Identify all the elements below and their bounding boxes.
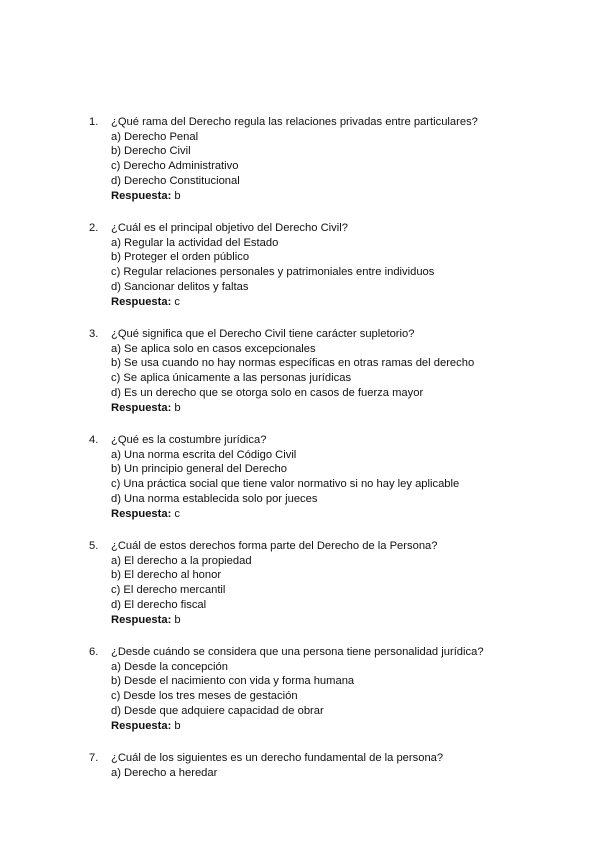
question-text: ¿Qué es la costumbre jurídica? xyxy=(111,434,267,447)
question-number: 3. xyxy=(89,328,99,341)
answer-value: c xyxy=(174,295,181,308)
question-number: 5. xyxy=(89,540,99,553)
answer-option: a) Derecho a heredar xyxy=(111,766,218,779)
answer-option: b) Desde el nacimiento con vida y forma humana xyxy=(111,675,355,688)
answer-option: a) Una norma escrita del Código Civil xyxy=(111,448,297,461)
answer-option: c) Se aplica únicamente a las personas jurídicas xyxy=(111,372,352,385)
answer-option: d) Desde que adquiere capacidad de obrar xyxy=(111,704,324,717)
question-list xyxy=(89,115,584,798)
question-number: 1. xyxy=(89,116,99,128)
answer-option: b) Un principio general del Derecho xyxy=(111,463,287,476)
answer-line xyxy=(89,295,584,310)
answer-option: c) Una práctica social que tiene valor normativo si no hay ley aplicable xyxy=(111,478,460,491)
question-text: ¿Cuál de los siguientes es un derecho fundamental de la persona? xyxy=(111,752,444,765)
question-number: 6. xyxy=(89,646,99,659)
answer-option: a) Se aplica solo en casos excepcionales xyxy=(111,342,316,355)
answer-option: c) El derecho mercantil xyxy=(111,584,226,597)
question-text: ¿Cuál es el principal objetivo del Derecho Civil? xyxy=(111,222,348,235)
answer-option: b) Derecho Civil xyxy=(111,145,191,158)
question-text: ¿Cuál de estos derechos forma parte del Derecho de la Persona? xyxy=(111,540,438,553)
question-line xyxy=(89,433,584,448)
answer-option: b) El derecho al honor xyxy=(111,569,222,582)
option-list xyxy=(89,554,584,613)
option-list xyxy=(89,236,584,295)
answer-option: b) Proteger el orden público xyxy=(111,251,250,264)
option-list xyxy=(89,342,584,401)
question-item xyxy=(89,327,584,415)
answer-value: b xyxy=(174,719,181,732)
answer-label: Respuesta: xyxy=(111,719,172,732)
option-list xyxy=(89,130,584,189)
answer-line xyxy=(89,719,584,734)
question-text: ¿Qué rama del Derecho regula las relaciones privadas entre particulares? xyxy=(111,116,478,128)
question-number: 2. xyxy=(89,222,99,235)
answer-option: d) Una norma establecida solo por jueces xyxy=(111,492,318,505)
answer-label: Respuesta: xyxy=(111,295,172,308)
answer-option: c) Derecho Administrativo xyxy=(111,160,239,173)
answer-line xyxy=(89,401,584,416)
answer-option: d) Derecho Constitucional xyxy=(111,174,240,187)
question-line xyxy=(89,539,584,554)
question-item xyxy=(89,751,584,780)
answer-option: d) El derecho fiscal xyxy=(111,598,207,611)
answer-option: d) Es un derecho que se otorga solo en casos de fuerza mayor xyxy=(111,386,424,399)
answer-line xyxy=(89,613,584,628)
option-list xyxy=(89,660,584,719)
answer-line xyxy=(89,507,584,522)
question-item xyxy=(89,645,584,733)
question-number: 4. xyxy=(89,434,99,447)
question-line xyxy=(89,115,584,130)
option-list xyxy=(89,448,584,507)
question-text: ¿Desde cuándo se considera que una persona tiene personalidad jurídica? xyxy=(111,646,484,659)
answer-option: a) Desde la concepción xyxy=(111,660,228,673)
answer-option: c) Regular relaciones personales y patrimoniales entre individuos xyxy=(111,266,435,279)
answer-option: b) Se usa cuando no hay normas específicas en otras ramas del derecho xyxy=(111,357,475,370)
answer-value: c xyxy=(174,507,181,520)
option-list xyxy=(89,766,584,781)
answer-option: a) Derecho Penal xyxy=(111,130,199,143)
answer-label: Respuesta: xyxy=(111,507,172,520)
answer-option: c) Desde los tres meses de gestación xyxy=(111,690,298,703)
question-number: 7. xyxy=(89,752,99,765)
question-line xyxy=(89,645,584,660)
answer-option: a) El derecho a la propiedad xyxy=(111,554,252,567)
question-item xyxy=(89,115,584,203)
question-line xyxy=(89,327,584,342)
answer-label: Respuesta: xyxy=(111,613,172,626)
answer-option: a) Regular la actividad del Estado xyxy=(111,236,279,249)
answer-value: b xyxy=(174,401,181,414)
answer-label: Respuesta: xyxy=(111,401,172,414)
question-item xyxy=(89,433,584,521)
answer-value: b xyxy=(174,189,181,202)
answer-value: b xyxy=(174,613,181,626)
question-line xyxy=(89,221,584,236)
answer-option: d) Sancionar delitos y faltas xyxy=(111,280,249,293)
question-item xyxy=(89,221,584,309)
question-text: ¿Qué significa que el Derecho Civil tiene carácter supletorio? xyxy=(111,328,415,341)
answer-label: Respuesta: xyxy=(111,189,172,202)
question-line xyxy=(89,751,584,766)
answer-line xyxy=(89,189,584,204)
question-item xyxy=(89,539,584,627)
